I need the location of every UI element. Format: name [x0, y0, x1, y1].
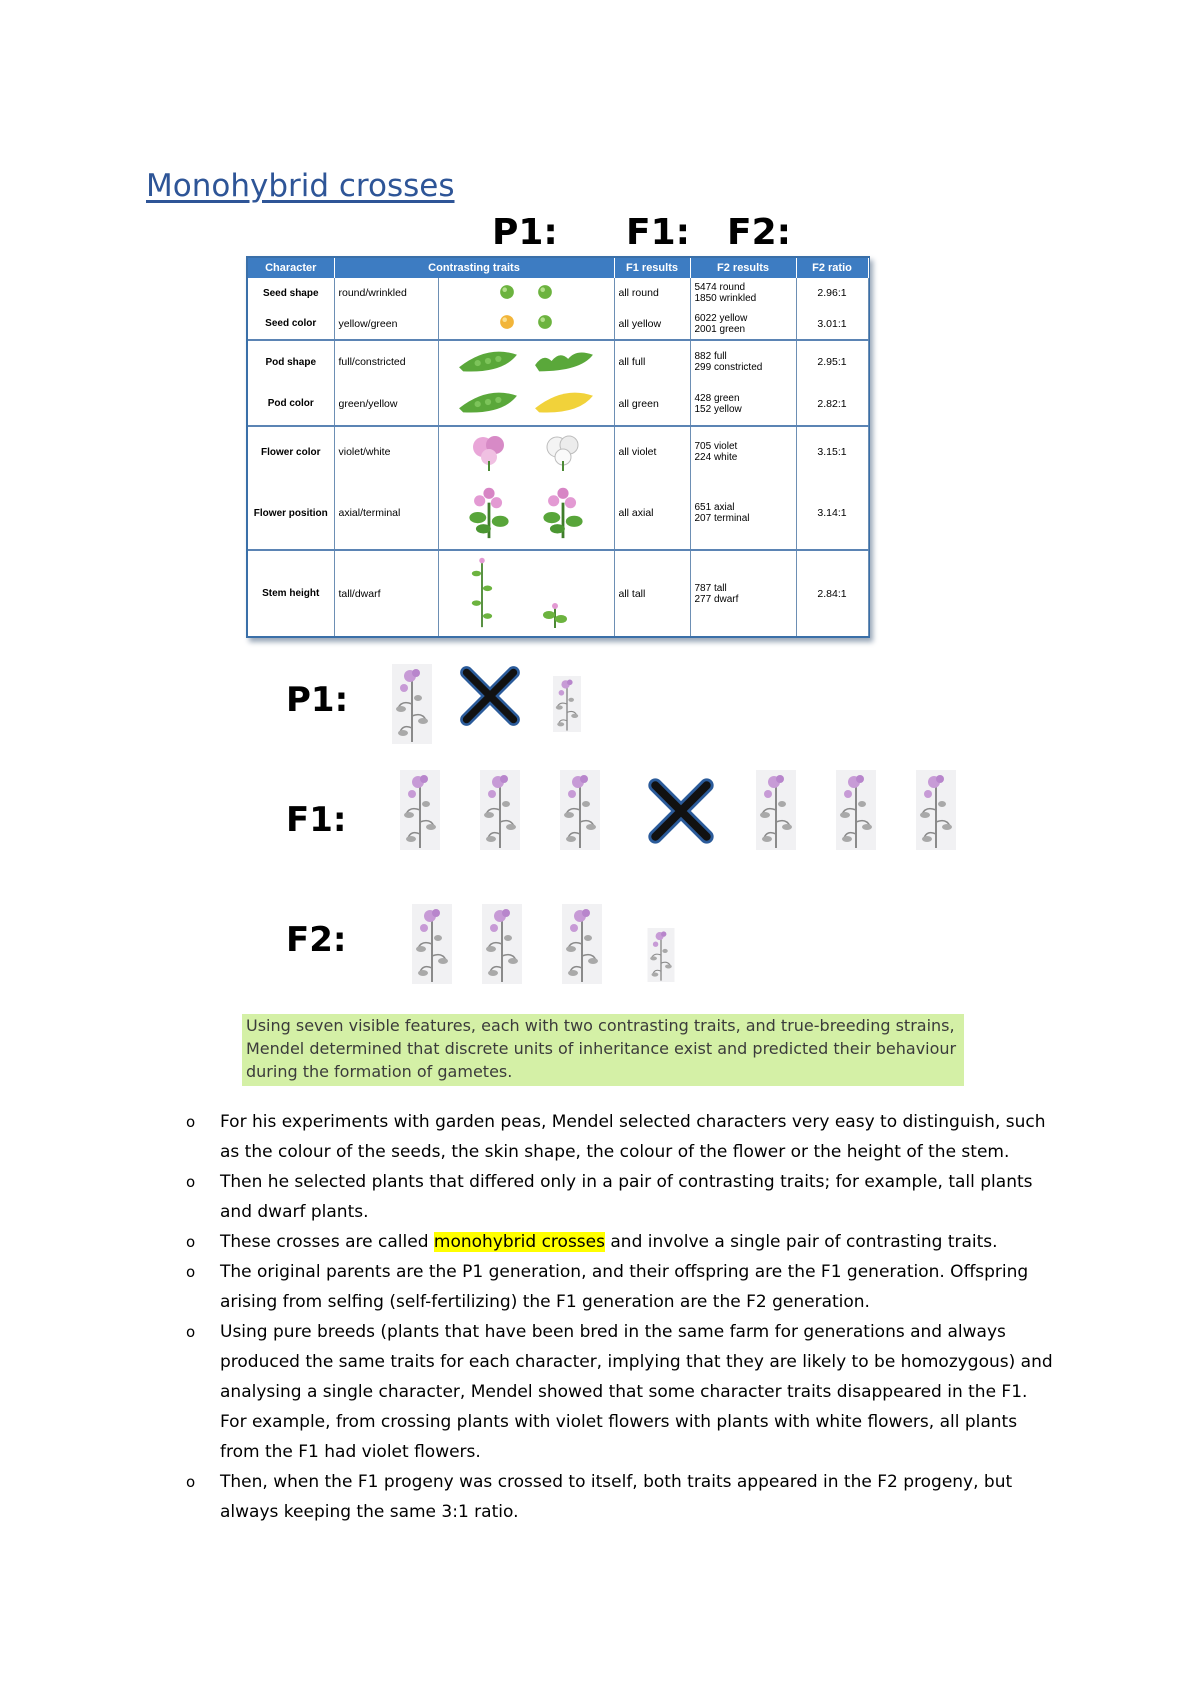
trait-image-cell	[438, 426, 614, 477]
bullet-marker: o	[186, 1173, 196, 1191]
character-cell: Flower color	[248, 426, 334, 477]
mendel-traits-table-figure	[246, 256, 870, 638]
f2-result-cell: 428 green 152 yellow	[690, 383, 796, 426]
f2-ratio-cell: 2.96:1	[796, 278, 868, 308]
table-row	[248, 278, 868, 308]
list-item	[186, 1107, 1056, 1167]
constricted-pod-icon	[533, 348, 595, 374]
table-row	[248, 477, 868, 550]
cross-p1-label: P1:	[286, 680, 349, 720]
green-pea-icon	[537, 314, 553, 330]
f2-tall-plant-image	[482, 904, 522, 984]
highlighted-term: monohybrid crosses	[433, 1232, 605, 1252]
f2-ratio-cell: 2.82:1	[796, 383, 868, 426]
yellow-pod-icon	[533, 389, 595, 415]
f1-result-cell: all yellow	[614, 308, 690, 340]
trait-image-cell	[438, 550, 614, 636]
bullet-marker: o	[186, 1473, 196, 1491]
full-pod-icon	[457, 348, 519, 374]
trait-cell: violet/white	[334, 426, 438, 477]
bullet-marker: o	[186, 1263, 196, 1281]
table-row	[248, 340, 868, 383]
f2-result-cell: 651 axial 207 terminal	[690, 477, 796, 550]
list-item	[186, 1257, 1056, 1317]
trait-cell: full/constricted	[334, 340, 438, 383]
list-item	[186, 1167, 1056, 1227]
header-contrasting-traits: Contrasting traits	[334, 258, 614, 278]
table-row	[248, 426, 868, 477]
trait-cell: green/yellow	[334, 383, 438, 426]
summary-callout: Using seven visible features, each with two contrasting traits, and true-breeding strains, Mendel determined that discrete units of inheritance exist and predicted their behaviour during the formation of gametes.	[242, 1014, 964, 1086]
f1-plant-image	[916, 770, 956, 850]
f2-ratio-cell: 3.01:1	[796, 308, 868, 340]
f1-result-cell: all green	[614, 383, 690, 426]
f1-result-cell: all axial	[614, 477, 690, 550]
trait-image-cell	[438, 340, 614, 383]
f2-tall-plant-image	[562, 904, 602, 984]
cross-f1-label: F1:	[286, 800, 347, 840]
character-cell: Stem height	[248, 550, 334, 636]
character-cell: Pod shape	[248, 340, 334, 383]
figure-f2-label: F2:	[727, 212, 792, 253]
f1-result-cell: all full	[614, 340, 690, 383]
trait-image-cell	[438, 278, 614, 308]
f1-result-cell: all tall	[614, 550, 690, 636]
list-item	[186, 1467, 1056, 1527]
table-row	[248, 550, 868, 636]
bullet-marker: o	[186, 1323, 196, 1341]
f2-ratio-cell: 3.14:1	[796, 477, 868, 550]
violet-flower-icon	[469, 431, 509, 471]
f1-plant-image	[480, 770, 520, 850]
round-pea-icon	[499, 284, 515, 300]
f2-ratio-cell: 2.84:1	[796, 550, 868, 636]
f1-cross-icon	[646, 776, 716, 846]
list-item-text: Then he selected plants that differed only in a pair of contrasting traits; for example, tall plants and dwarf plants.	[220, 1172, 1033, 1222]
list-item-text: Using pure breeds (plants that have been bred in the same farm for generations and always produced the same traits for each character, implying that they are likely to be homozygous) and analysing a single character, Mendel showed that some character traits disappeared in the F1. For example, from crossing plants with violet flowers with plants with white flowers, all plants from the F1 had violet flowers.	[220, 1322, 1053, 1462]
trait-cell: round/wrinkled	[334, 278, 438, 308]
list-item-text: and involve a single pair of contrasting traits.	[604, 1232, 998, 1252]
white-flower-icon	[543, 431, 583, 471]
bullet-marker: o	[186, 1113, 196, 1131]
p1-cross-icon	[458, 664, 522, 728]
f1-plant-image	[836, 770, 876, 850]
p1-tall-plant-image	[392, 664, 432, 744]
wrinkled-pea-icon	[537, 284, 553, 300]
f2-result-cell: 5474 round 1850 wrinkled	[690, 278, 796, 308]
f1-plant-image	[756, 770, 796, 850]
character-cell: Seed color	[248, 308, 334, 340]
green-pod-icon	[457, 389, 519, 415]
table-row	[248, 308, 868, 340]
terminal-flower-plant-icon	[535, 484, 591, 540]
cross-f2-label: F2:	[286, 920, 347, 960]
figure-p1-label: P1:	[492, 212, 558, 253]
f2-ratio-cell: 3.15:1	[796, 426, 868, 477]
page-heading: Monohybrid crosses	[146, 168, 455, 204]
f1-result-cell: all violet	[614, 426, 690, 477]
trait-image-cell	[438, 477, 614, 550]
f1-plant-image	[560, 770, 600, 850]
trait-image-cell	[438, 308, 614, 340]
character-cell: Flower position	[248, 477, 334, 550]
f1-result-cell: all round	[614, 278, 690, 308]
trait-cell: tall/dwarf	[334, 550, 438, 636]
trait-cell: axial/terminal	[334, 477, 438, 550]
character-cell: Pod color	[248, 383, 334, 426]
f2-result-cell: 6022 yellow 2001 green	[690, 308, 796, 340]
header-f1-results: F1 results	[614, 258, 690, 278]
trait-cell: yellow/green	[334, 308, 438, 340]
f2-result-cell: 705 violet 224 white	[690, 426, 796, 477]
f2-result-cell: 882 full 299 constricted	[690, 340, 796, 383]
table-row	[248, 383, 868, 426]
p1-dwarf-plant-image	[552, 676, 582, 732]
axial-flower-plant-icon	[461, 484, 517, 540]
figure-f1-label: F1:	[626, 212, 691, 253]
f2-ratio-cell: 2.95:1	[796, 340, 868, 383]
trait-image-cell	[438, 383, 614, 426]
yellow-pea-icon	[499, 314, 515, 330]
header-f2-results: F2 results	[690, 258, 796, 278]
list-item-text: These crosses are called	[220, 1232, 434, 1252]
header-character: Character	[248, 258, 334, 278]
f2-dwarf-plant-image	[646, 928, 676, 982]
list-item-text: The original parents are the P1 generation, and their offspring are the F1 generation. Offspring arising from selfing (self-fertilizing) the F1 generation are the F2 generation.	[220, 1262, 1029, 1312]
list-item	[186, 1227, 1056, 1257]
tall-plant-icon	[467, 555, 497, 629]
f2-result-cell: 787 tall 277 dwarf	[690, 550, 796, 636]
f1-plant-image	[400, 770, 440, 850]
dwarf-plant-icon	[540, 599, 570, 629]
bullet-list	[186, 1107, 1056, 1527]
list-item-text: Then, when the F1 progeny was crossed to itself, both traits appeared in the F2 progeny, but always keeping the same 3:1 ratio.	[220, 1472, 1013, 1522]
bullet-marker: o	[186, 1233, 196, 1251]
list-item	[186, 1317, 1056, 1467]
header-f2-ratio: F2 ratio	[796, 258, 868, 278]
character-cell: Seed shape	[248, 278, 334, 308]
f2-tall-plant-image	[412, 904, 452, 984]
list-item-text: For his experiments with garden peas, Mendel selected characters very easy to distinguish, such as the colour of the seeds, the skin shape, the colour of the flower or the height of the stem.	[220, 1112, 1046, 1162]
mendel-traits-table	[248, 258, 869, 636]
